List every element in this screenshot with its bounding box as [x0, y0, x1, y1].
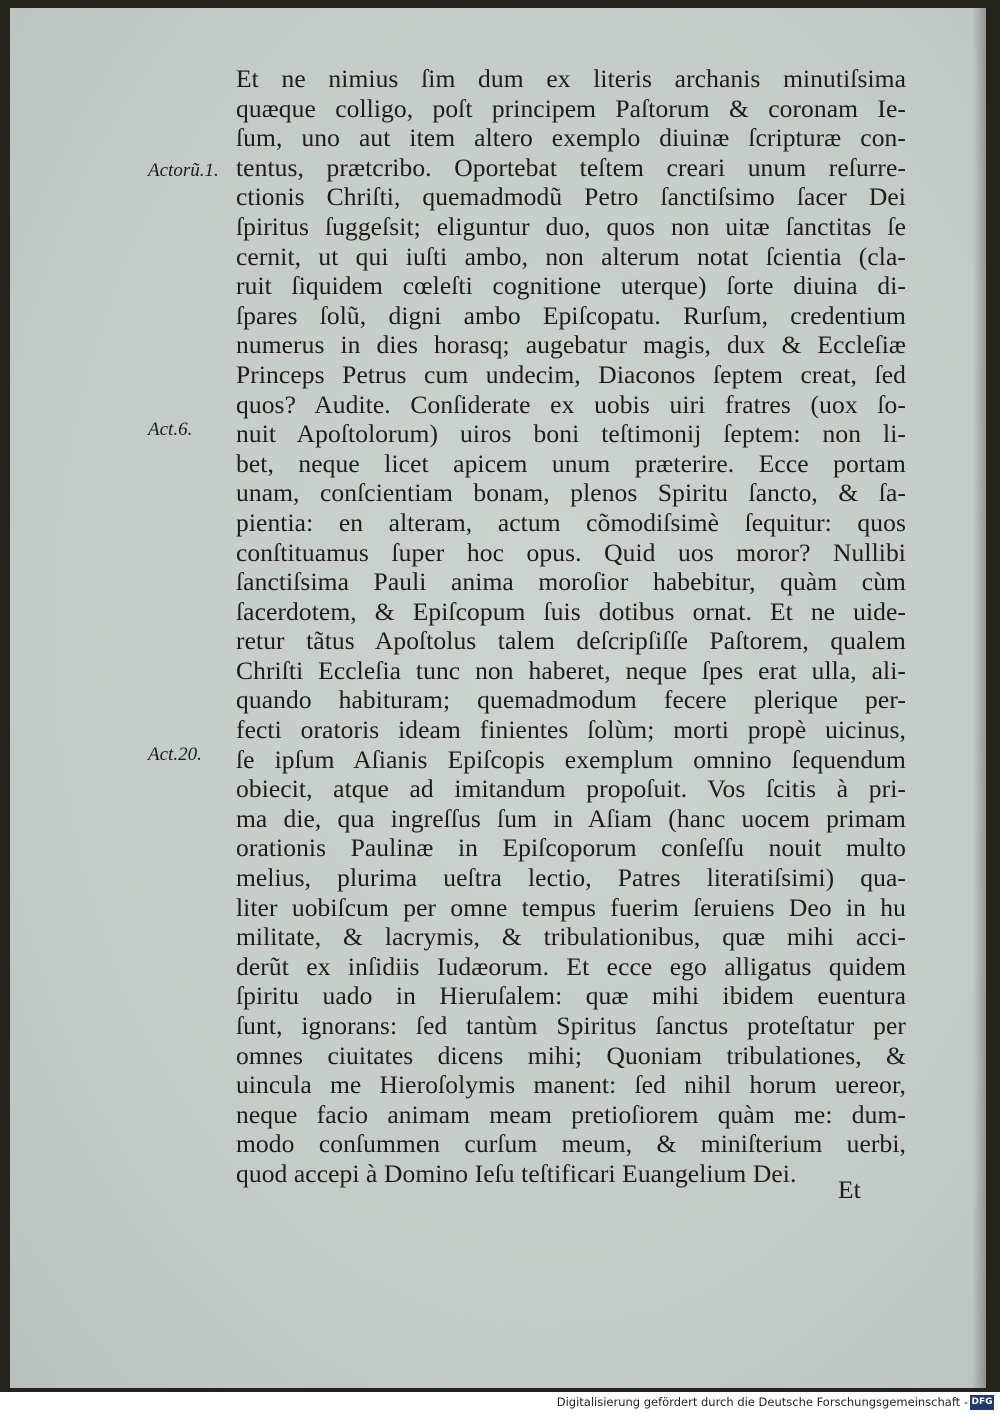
text-line: ſe ipſum Aſianis Epiſcopis exemplum omnino ſequendum — [236, 744, 906, 774]
text-line: quod accepi à Domino Ieſu teſtificari Euangelium Dei. — [236, 1158, 797, 1188]
text-line: Chriſti Eccleſia tunc non haberet, neque ſpes erat ulla, ali- — [236, 655, 906, 685]
text-line: bet, neque licet apicem unum præterire. Ecce portam — [236, 448, 906, 478]
text-line: ctionis Chriſti, quemadmodũ Petro ſanctiſsimo ſacer Dei — [236, 182, 906, 212]
text-line: cernit, ut qui iuſti ambo, non alterum notat ſcientia (cla- — [236, 241, 906, 271]
text-line: unam, conſcientiam bonam, plenos Spiritu ſancto, & ſa- — [236, 478, 906, 508]
text-line: ruit ſiquidem cœleſti cognitione uterque) ſorte diuina di- — [236, 271, 906, 301]
text-line: melius, plurima ueſtra lectio, Patres literatiſsimi) qua- — [236, 863, 906, 893]
text-line: Et ne nimius ſim dum ex literis archanis minutiſsima — [236, 64, 906, 93]
text-line: neque facio animam meam pretioſiorem quàm me: dum- — [236, 1099, 906, 1129]
text-line: quando habituram; quemadmodum fecere plerique per- — [236, 685, 906, 715]
text-line: derũt ex inſidiis Iudæorum. Et ecce ego alligatus quidem — [236, 951, 906, 981]
text-line: ma die, qua ingreſſus ſum in Aſiam (hanc uocem primam — [236, 803, 906, 833]
margin-note-acts-1: Actorũ.1. — [148, 160, 219, 181]
dfg-logo: DFG — [970, 1395, 994, 1410]
text-line: Princeps Petrus cum undecim, Diaconos ſeptem creat, ſed — [236, 359, 906, 389]
margin-note-acts-20: Act.20. — [148, 744, 202, 765]
text-line: nuit Apoſtolorum) uiros boni teſtimonij ſeptem: non li- — [236, 419, 906, 449]
text-line: ſpares ſolũ, digni ambo Epiſcopatu. Rurſum, credentium — [236, 300, 906, 330]
text-line: quæque colligo, poſt principem Paſtorum & coronam Ie- — [236, 93, 906, 123]
text-line: fecti oratoris ideam finientes ſolùm; morti propè uicinus, — [236, 715, 906, 745]
text-line: ſpiritu uado in Hieruſalem: quæ mihi ibidem euentura — [236, 981, 906, 1011]
page-edge-shadow — [972, 8, 986, 1388]
text-line: militate, & lacrymis, & tribulationibus, quæ mihi acci- — [236, 922, 906, 952]
text-line: modo conſummen curſum meum, & miniſterium uerbi, — [236, 1129, 906, 1159]
body-text — [236, 64, 906, 1189]
text-line: conſtituamus ſuper hoc opus. Quid uos moror? Nullibi — [236, 537, 906, 567]
text-line: ſacerdotem, & Epiſcopum ſuis dotibus ornat. Et ne uide- — [236, 596, 906, 626]
margin-note-acts-6: Act.6. — [148, 419, 193, 440]
text-line: ſunt, ignorans: ſed tantùm Spiritus ſanctus proteſtatur per — [236, 1011, 906, 1040]
text-line: numerus in dies horasq; augebatur magis, dux & Eccleſiæ — [236, 330, 906, 360]
text-line: omnes ciuitates dicens mihi; Quoniam tribulationes, & — [236, 1040, 906, 1070]
text-line: quos? Audite. Conſiderate ex uobis uiri fratres (uox ſo- — [236, 389, 906, 419]
catchword: Et — [838, 1175, 861, 1204]
text-line: pientia: en alteram, actum cõmodiſsimè ſequitur: quos — [236, 507, 906, 537]
text-line: liter uobiſcum per omne tempus fuerim ſeruiens Deo in hu — [236, 892, 906, 922]
text-line: uincula me Hieroſolymis manent: ſed nihil horum uereor, — [236, 1070, 906, 1100]
text-line: tentus, prætcribo. Oportebat teſtem creari unum reſurre- — [236, 152, 906, 182]
text-line: retur tãtus Apoſtolus talem deſcripſiſſe Paſtorem, qualem — [236, 626, 906, 656]
text-line: ſum, uno aut item altero exemplo diuinæ ſcripturæ con- — [236, 123, 906, 153]
text-line: orationis Paulinæ in Epiſcoporum conſeſſu nouit multo — [236, 833, 906, 863]
text-line: ſanctiſsima Pauli anima moroſior habebitur, quàm cùm — [236, 567, 906, 597]
text-line: obiecit, atque ad imitandum propoſuit. Vos ſcitis à pri- — [236, 774, 906, 804]
footer-bar — [0, 1392, 1000, 1414]
funding-credit: Digitalisierung gefördert durch die Deutsche Forschungsgemeinschaft - — [556, 1395, 968, 1409]
text-line: ſpiritus ſuggeſsit; eliguntur duo, quos non uitæ ſanctitas ſe — [236, 211, 906, 241]
